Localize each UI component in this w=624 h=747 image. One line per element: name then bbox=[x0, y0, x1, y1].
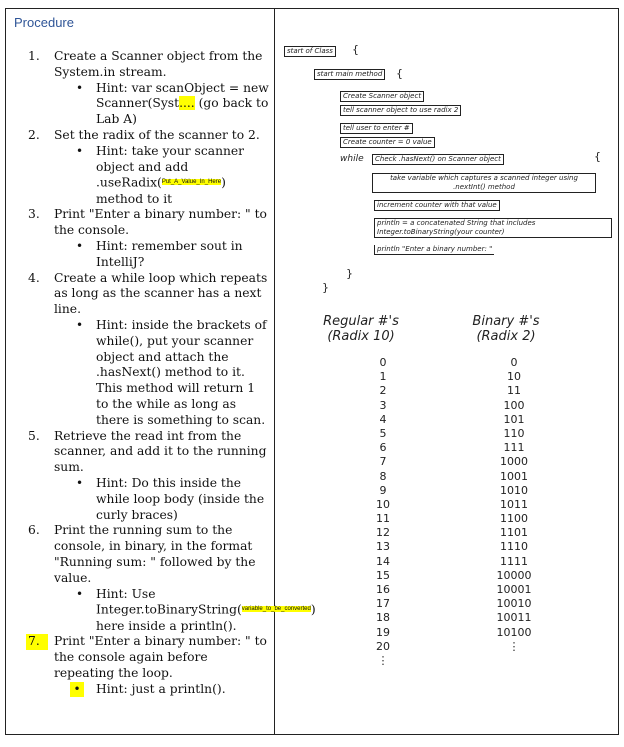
binary-numbers-column bbox=[484, 356, 544, 654]
hint-list bbox=[54, 476, 271, 523]
procedure-step bbox=[16, 523, 316, 634]
close-brace: } bbox=[322, 281, 329, 294]
regular-number: 12 bbox=[376, 526, 390, 540]
step-number: 5. bbox=[28, 428, 40, 443]
hint-text: Hint: var scanObject = new Scanner(Syst bbox=[96, 80, 269, 111]
procedure-step bbox=[16, 128, 271, 207]
binary-number: 11 bbox=[507, 384, 521, 398]
regular-number: 16 bbox=[376, 583, 390, 596]
step-number: 6. bbox=[28, 523, 40, 538]
procedure-step bbox=[16, 634, 271, 697]
binary-number: 1000 bbox=[500, 455, 528, 469]
placeholder-text: Put_A_Value_In_Here bbox=[161, 179, 222, 186]
binary-number: 10010 bbox=[496, 597, 532, 611]
step-text: Print "Enter a binary number: " to the console. bbox=[54, 207, 267, 238]
binary-number: 10000 bbox=[496, 568, 532, 582]
procedure-step bbox=[16, 207, 271, 270]
binary-number: 110 bbox=[503, 426, 525, 440]
binary-number: 111 bbox=[503, 441, 525, 455]
hint-item bbox=[54, 81, 271, 128]
regular-number: 18 bbox=[376, 611, 390, 625]
hint-text-continued: ) here inside a println(). bbox=[96, 602, 316, 633]
binary-number: 1001 bbox=[500, 469, 528, 483]
procedure-step bbox=[16, 429, 271, 524]
regular-number: 10 bbox=[376, 497, 390, 511]
hint-text: Hint: just a println(). bbox=[96, 681, 226, 696]
create-counter-box: Create counter = 0 value bbox=[340, 137, 435, 148]
hint-list bbox=[54, 239, 271, 271]
hint-text: Hint: Use Integer.toBinaryString( bbox=[96, 586, 242, 617]
hint-item bbox=[54, 144, 271, 208]
hint-item bbox=[54, 318, 271, 429]
binary-number: 100 bbox=[503, 398, 525, 412]
binary-number: 1111 bbox=[500, 554, 528, 568]
binary-number: 10011 bbox=[496, 611, 532, 625]
regular-number: 13 bbox=[376, 540, 390, 554]
procedure-step bbox=[16, 271, 271, 429]
bullet-icon: • bbox=[76, 238, 84, 253]
regular-number: 5 bbox=[379, 426, 387, 440]
bullet-icon: • bbox=[76, 317, 84, 332]
binary-number: 0 bbox=[510, 356, 518, 369]
hint-text: Hint: take your scanner object and add .useRadix( bbox=[96, 143, 245, 190]
start-main-box: start main method bbox=[314, 69, 385, 80]
regular-number: ⋮ bbox=[377, 653, 389, 667]
regular-number: 2 bbox=[379, 384, 387, 398]
hint-item bbox=[54, 476, 271, 523]
binary-number: 101 bbox=[503, 412, 525, 426]
step-text: Retrieve the read int from the scanner, and add it to the running sum. bbox=[54, 428, 267, 475]
increment-box: increment counter with that value bbox=[374, 200, 500, 211]
hint-text: Hint: inside the brackets of while(), put your scanner object and attach the .hasNext() method to it. This method will return 1 to the while as long as there is something to scan. bbox=[96, 317, 267, 427]
start-class-box: start of Class bbox=[284, 46, 336, 57]
hint-text: Hint: Do this inside the while loop body (inside the curly braces) bbox=[96, 475, 265, 522]
regular-number: 8 bbox=[379, 469, 387, 483]
step-number: 3. bbox=[28, 207, 40, 222]
regular-number: 14 bbox=[376, 554, 390, 568]
hint-list bbox=[54, 81, 271, 128]
step-number: 7. bbox=[26, 634, 48, 650]
tell-scanner-box: tell scanner object to use radix 2 bbox=[340, 105, 461, 116]
hint-text-continued: ) method to it bbox=[96, 175, 226, 206]
hint-list bbox=[54, 586, 316, 635]
procedure-steps bbox=[16, 49, 316, 697]
hint-text: Hint: remember sout in IntelliJ? bbox=[96, 238, 243, 269]
regular-number: 7 bbox=[379, 455, 387, 469]
take-variable-box: take variable which captures a scanned integer using .nextInt() method bbox=[372, 173, 596, 193]
hint-list bbox=[54, 318, 271, 429]
while-label: while bbox=[340, 154, 364, 164]
println-enter-box: println "Enter a binary number: " bbox=[374, 245, 494, 255]
bullet-icon: • bbox=[70, 682, 84, 698]
bullet-icon: • bbox=[76, 143, 84, 158]
procedure-heading: Procedure bbox=[14, 15, 74, 30]
step-number: 1. bbox=[28, 49, 40, 63]
binary-numbers-heading: Binary #'s (Radix 2) bbox=[472, 314, 540, 344]
hint-item bbox=[54, 586, 316, 635]
regular-number: 11 bbox=[376, 512, 390, 526]
hint-list bbox=[54, 144, 271, 208]
regular-number: 17 bbox=[376, 597, 390, 611]
bullet-icon: • bbox=[76, 586, 84, 601]
column-separator bbox=[274, 9, 275, 734]
step-text: Create a Scanner object from the System.in stream. bbox=[54, 49, 263, 79]
regular-numbers-heading: Regular #'s (Radix 10) bbox=[323, 314, 399, 344]
procedure-table bbox=[5, 8, 619, 735]
step-number: 4. bbox=[28, 270, 40, 285]
regular-number: 19 bbox=[376, 625, 390, 639]
binary-number: 10100 bbox=[496, 625, 532, 639]
open-brace: { bbox=[352, 43, 359, 56]
placeholder-text: variable_to_be_converted bbox=[241, 606, 311, 613]
step-text: Print the running sum to the console, in binary, in the format "Running sum: " followed by the value. bbox=[54, 523, 256, 585]
step-number: 2. bbox=[28, 127, 40, 142]
step-text: Set the radix of the scanner to 2. bbox=[54, 127, 260, 142]
regular-number: 20 bbox=[376, 639, 390, 653]
step-text: Print "Enter a binary number: " to the console again before repeating the loop. bbox=[54, 634, 267, 680]
procedure-step bbox=[16, 49, 271, 128]
hint-item bbox=[54, 682, 271, 698]
regular-number: 3 bbox=[379, 398, 387, 412]
binary-number: 1101 bbox=[500, 526, 528, 540]
open-brace: { bbox=[594, 150, 601, 163]
regular-number: 9 bbox=[379, 483, 387, 497]
regular-number: 0 bbox=[379, 356, 387, 369]
close-brace: } bbox=[346, 267, 353, 280]
regular-numbers-column bbox=[371, 356, 395, 668]
binary-number: 1010 bbox=[500, 483, 528, 497]
regular-number: 6 bbox=[379, 441, 387, 455]
hint-text-continued: (go back to Lab A) bbox=[96, 96, 269, 127]
regular-number: 1 bbox=[379, 370, 387, 384]
binary-number: 1110 bbox=[500, 540, 528, 554]
binary-number: 10 bbox=[507, 370, 521, 384]
binary-number: ⋮ bbox=[508, 639, 520, 653]
handwritten-diagram bbox=[276, 9, 620, 736]
highlighted-text: .... bbox=[179, 96, 195, 111]
open-brace: { bbox=[396, 67, 403, 80]
binary-number: 10001 bbox=[496, 583, 532, 596]
println-concat-box: println = a concatenated String that includes Integer.toBinaryString(your counter) bbox=[374, 218, 612, 238]
hint-item bbox=[54, 239, 271, 271]
regular-number: 4 bbox=[379, 412, 387, 426]
bullet-icon: • bbox=[76, 80, 84, 95]
binary-number: 1100 bbox=[500, 512, 528, 526]
bullet-icon: • bbox=[76, 475, 84, 490]
hint-list bbox=[54, 682, 271, 698]
regular-number: 15 bbox=[376, 568, 390, 582]
create-scanner-box: Create Scanner object bbox=[340, 91, 424, 102]
step-text: Create a while loop which repeats as long as the scanner has a next line. bbox=[54, 270, 268, 317]
while-condition-box: Check .hasNext() on Scanner object bbox=[372, 154, 504, 165]
tell-user-box: tell user to enter # bbox=[340, 123, 413, 134]
binary-number: 1011 bbox=[500, 497, 528, 511]
